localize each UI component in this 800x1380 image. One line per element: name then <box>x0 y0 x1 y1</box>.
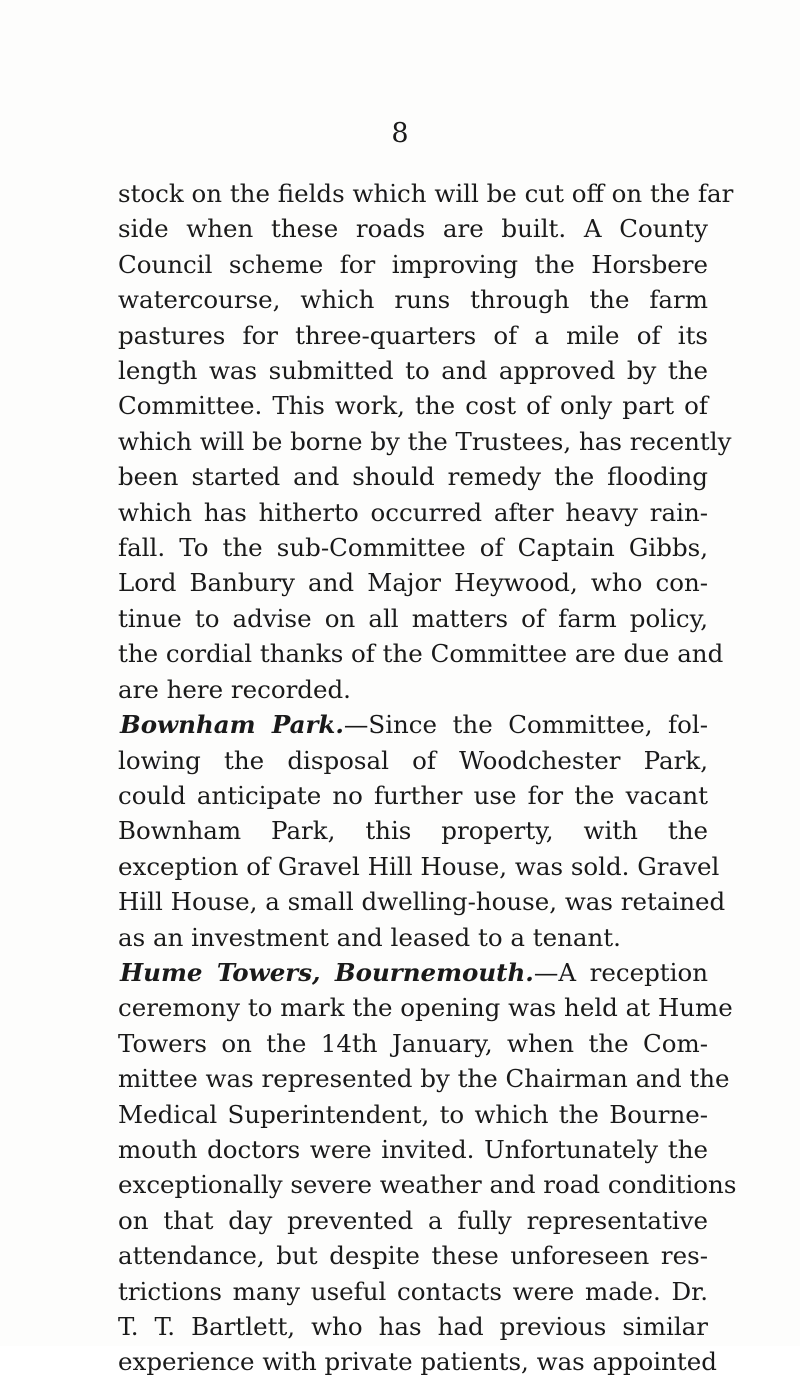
text-line: been started and should remedy the flooding <box>118 462 708 492</box>
text-line: could anticipate no further use for the vacant <box>118 780 708 810</box>
text-line: ceremony to mark the opening was held at Hume <box>118 993 733 1023</box>
text-line: mouth doctors were invited. Unfortunately the <box>118 1134 708 1164</box>
text-fragment: —A reception <box>533 957 708 987</box>
text-line: are here recorded. <box>118 674 351 704</box>
text-line: Medical Superintendent, to which the Bourne- <box>118 1099 708 1129</box>
text-line: side when these roads are built. A County <box>118 214 708 244</box>
section-heading-bownham-park: Bownham Park. <box>120 710 344 740</box>
text-line: fall. To the sub-Committee of Captain Gibbs, <box>118 533 708 563</box>
paragraph-bownham-park <box>118 707 726 955</box>
text-line: length was submitted to and approved by the <box>118 356 708 386</box>
text-line: Bownham Park, this property, with the <box>118 816 708 846</box>
text-line: the cordial thanks of the Committee are due and <box>118 639 724 669</box>
text-line: experience with private patients, was appointed <box>118 1347 717 1377</box>
text-fragment: —Since the Committee, fol- <box>343 710 708 740</box>
text-line: stock on the fields which will be cut off on the far <box>118 179 734 208</box>
text-line: Hill House, a small dwelling-house, was retained <box>118 887 726 917</box>
text-line <box>118 707 708 742</box>
text-line: Towers on the 14th January, when the Com- <box>118 1028 708 1058</box>
text-line: as an investment and leased to a tenant. <box>118 922 621 952</box>
paragraph-farm <box>118 176 734 707</box>
text-line: Council scheme for improving the Horsbere <box>118 249 708 279</box>
text-line: Lord Banbury and Major Heywood, who con- <box>118 568 708 598</box>
text-line: watercourse, which runs through the farm <box>118 285 708 315</box>
text-line: attendance, but despite these unforeseen res- <box>118 1241 708 1271</box>
text-line: mittee was represented by the Chairman and the <box>118 1064 730 1094</box>
text-line: which will be borne by the Trustees, has recently <box>118 426 732 456</box>
page-number: 8 <box>391 118 409 149</box>
text-line: tinue to advise on all matters of farm policy, <box>118 603 708 633</box>
text-line: Committee. This work, the cost of only part of <box>118 391 708 421</box>
text-line: on that day prevented a fully representative <box>118 1205 708 1235</box>
text-line <box>118 955 708 990</box>
text-line: exceptionally severe weather and road conditions <box>118 1170 737 1200</box>
text-line: which has hitherto occurred after heavy rain- <box>118 497 708 527</box>
text-line: exception of Gravel Hill House, was sold. Gravel <box>118 851 720 881</box>
text-line: lowing the disposal of Woodchester Park, <box>118 745 708 775</box>
body-text <box>118 176 737 1380</box>
text-line: T. T. Bartlett, who has had previous similar <box>118 1312 708 1341</box>
section-heading-hume-towers: Hume Towers, Bournemouth. <box>120 957 534 987</box>
text-line: trictions many useful contacts were made. Dr. <box>118 1276 708 1306</box>
text-line: pastures for three-quarters of a mile of its <box>118 320 708 350</box>
paragraph-hume-towers <box>118 955 737 1380</box>
